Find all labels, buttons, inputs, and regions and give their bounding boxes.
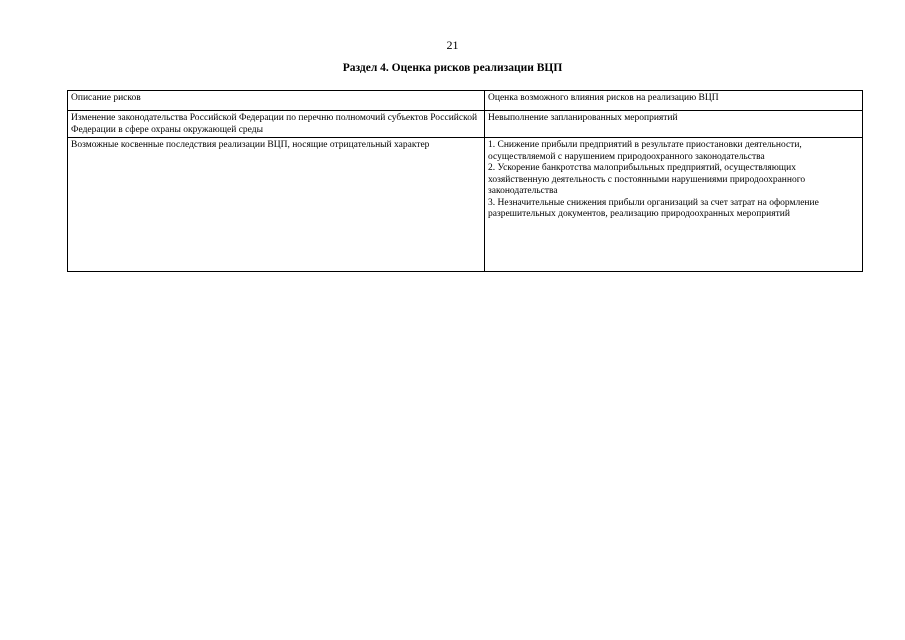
impact-item: 2. Ускорение банкротства малоприбыльных предприятий, осуществляющих хозяйственную деятельность с постоянными нарушениями природоохранного законодательства [488, 163, 806, 196]
table-header-row [68, 91, 863, 111]
page-number: 21 [446, 38, 459, 52]
header-risk-impact: Оценка возможного влияния рисков на реализацию ВЦП [485, 91, 863, 111]
impact-item: 3. Незначительные снижения прибыли организаций за счет затрат на оформление разрешительных документов, реализацию природоохранных мероприятий [488, 197, 819, 219]
risk-description-cell: Изменение законодательства Российской Федерации по перечню полномочий субъектов Российской Федерации в сфере охраны окружающей среды [68, 111, 485, 138]
table-row [68, 138, 863, 272]
risk-assessment-table [67, 90, 863, 272]
impact-item: 1. Снижение прибыли предприятий в результате приостановки деятельности, осуществляемой с нарушением природоохранного законодательства [488, 140, 802, 162]
risk-description-cell: Возможные косвенные последствия реализации ВЦП, носящие отрицательный характер [68, 138, 485, 272]
impact-item: Невыполнение запланированных мероприятий [488, 113, 678, 123]
section-title: Раздел 4. Оценка рисков реализации ВЦП [342, 62, 563, 74]
table-row [68, 111, 863, 138]
risk-impact-cell [485, 111, 863, 138]
header-risk-description: Описание рисков [68, 91, 485, 111]
risk-impact-cell [485, 138, 863, 272]
